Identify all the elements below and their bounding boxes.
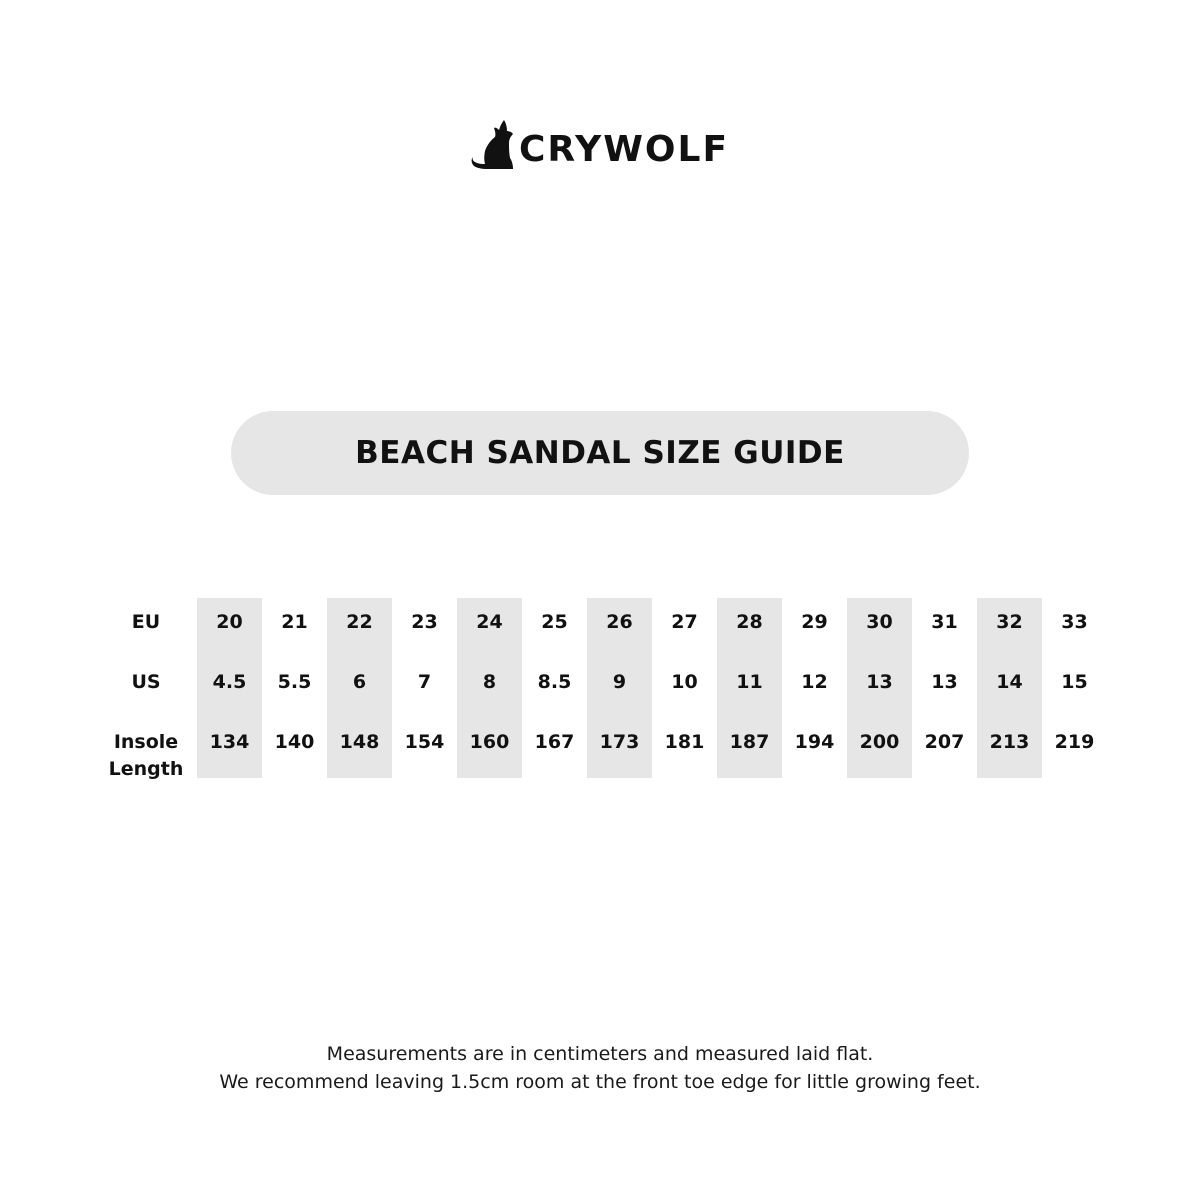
cell-eu: 28 [736, 611, 763, 633]
brand-name: CRYWOLF [518, 129, 730, 170]
cell-us: 11 [736, 671, 763, 693]
row-label-insole-line1: Insole [113, 731, 179, 753]
cell-us: 7 [417, 671, 432, 693]
cell-us: 14 [996, 671, 1023, 693]
howling-wolf-icon [471, 118, 515, 170]
size-table [0, 598, 1200, 778]
footnote-line-1: Measurements are in centimeters and measured laid flat. [326, 1043, 874, 1065]
cell-insole: 148 [339, 731, 380, 753]
cell-insole: 173 [599, 731, 640, 753]
cell-eu: 32 [996, 611, 1023, 633]
row-label-insole-line2: Length [108, 758, 184, 780]
cell-insole: 167 [534, 731, 575, 753]
cell-insole: 187 [729, 731, 770, 753]
cell-eu: 20 [216, 611, 243, 633]
cell-eu: 21 [281, 611, 308, 633]
cell-eu: 23 [411, 611, 438, 633]
brand-logo [0, 118, 1200, 170]
footnote-line-2: We recommend leaving 1.5cm room at the front toe edge for little growing feet. [219, 1071, 981, 1093]
cell-insole: 134 [209, 731, 250, 753]
cell-us: 10 [671, 671, 698, 693]
row-label-eu: EU [131, 611, 161, 633]
cell-us: 6 [352, 671, 367, 693]
cell-insole: 219 [1054, 731, 1095, 753]
cell-us: 12 [801, 671, 828, 693]
cell-eu: 31 [931, 611, 958, 633]
title-banner [231, 411, 969, 495]
row-label-us: US [131, 671, 161, 693]
cell-us: 13 [931, 671, 958, 693]
page-title: BEACH SANDAL SIZE GUIDE [355, 435, 845, 471]
cell-us: 8.5 [537, 671, 572, 693]
cell-eu: 22 [346, 611, 373, 633]
cell-us: 8 [482, 671, 497, 693]
cell-eu: 27 [671, 611, 698, 633]
cell-us: 9 [612, 671, 627, 693]
cell-eu: 25 [541, 611, 568, 633]
cell-insole: 140 [274, 731, 315, 753]
cell-us: 4.5 [212, 671, 247, 693]
cell-eu: 29 [801, 611, 828, 633]
cell-us: 5.5 [277, 671, 312, 693]
cell-eu: 26 [606, 611, 633, 633]
cell-insole: 200 [859, 731, 900, 753]
cell-insole: 181 [664, 731, 705, 753]
cell-eu: 30 [866, 611, 893, 633]
cell-eu: 33 [1061, 611, 1088, 633]
cell-us: 13 [866, 671, 893, 693]
cell-insole: 160 [469, 731, 510, 753]
cell-insole: 154 [404, 731, 445, 753]
cell-insole: 213 [989, 731, 1030, 753]
footnote [0, 1040, 1200, 1096]
cell-insole: 194 [794, 731, 835, 753]
cell-us: 15 [1061, 671, 1088, 693]
cell-insole: 207 [924, 731, 965, 753]
cell-eu: 24 [476, 611, 503, 633]
